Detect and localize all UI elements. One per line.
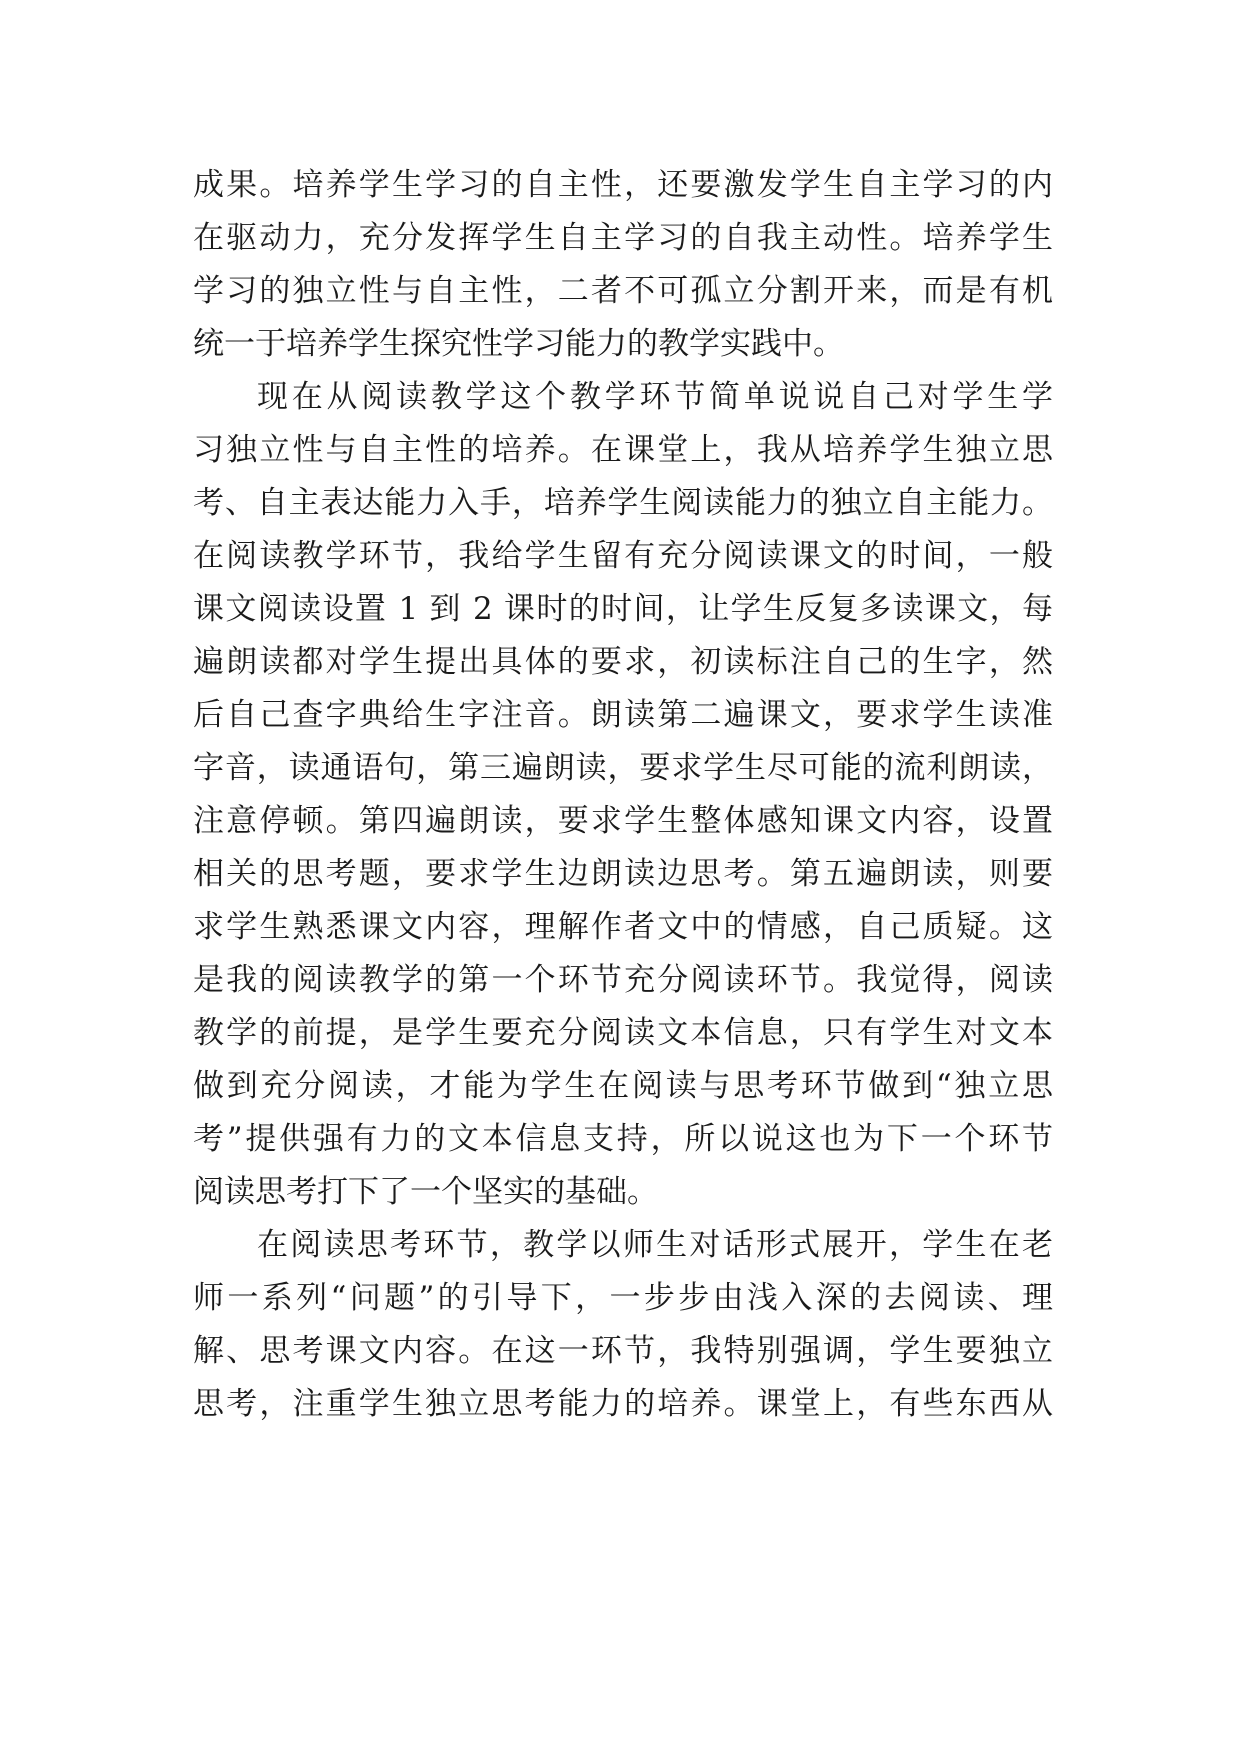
text-line: 师一系列“问题”的引导下，一步步由浅入深的去阅读、理	[193, 1280, 1053, 1316]
text-line: 统一于培养学生探究性学习能力的教学实践中。	[193, 326, 844, 362]
text-line: 学习的独立性与自主性，二者不可孤立分割开来，而是有机	[193, 273, 1053, 309]
text-line: 教学的前提，是学生要充分阅读文本信息，只有学生对文本	[193, 1015, 1053, 1051]
text-line: 相关的思考题，要求学生边朗读边思考。第五遍朗读，则要	[193, 856, 1053, 892]
text-line: 思考，注重学生独立思考能力的培养。课堂上，有些东西从	[193, 1386, 1053, 1422]
text-line: 做到充分阅读，才能为学生在阅读与思考环节做到“独立思	[193, 1068, 1053, 1104]
document-body	[193, 159, 1053, 1431]
text-line: 遍朗读都对学生提出具体的要求，初读标注自己的生字，然	[193, 644, 1053, 680]
text-line: 考、自主表达能力入手，培养学生阅读能力的独立自主能力。	[193, 485, 1053, 521]
text-line: 阅读思考打下了一个坚实的基础。	[193, 1174, 658, 1210]
text-line: 在阅读教学环节，我给学生留有充分阅读课文的时间，一般	[193, 538, 1053, 574]
text-line: 在阅读思考环节，教学以师生对话形式展开，学生在老	[257, 1227, 1053, 1263]
paragraph	[193, 159, 1053, 371]
paragraph	[193, 371, 1053, 1219]
text-line: 求学生熟悉课文内容，理解作者文中的情感，自己质疑。这	[193, 909, 1053, 945]
text-line: 课文阅读设置 1 到 2 课时的时间，让学生反复多读课文，每	[193, 591, 1053, 627]
text-line: 字音，读通语句，第三遍朗读，要求学生尽可能的流利朗读，	[193, 750, 1053, 786]
text-line: 解、思考课文内容。在这一环节，我特别强调，学生要独立	[193, 1333, 1053, 1369]
text-line: 后自己查字典给生字注音。朗读第二遍课文，要求学生读准	[193, 697, 1053, 733]
text-line: 习独立性与自主性的培养。在课堂上，我从培养学生独立思	[193, 432, 1053, 468]
text-line: 现在从阅读教学这个教学环节简单说说自己对学生学	[257, 379, 1053, 415]
paragraph	[193, 1219, 1053, 1431]
text-line: 成果。培养学生学习的自主性，还要激发学生自主学习的内	[193, 167, 1053, 203]
text-line: 注意停顿。第四遍朗读，要求学生整体感知课文内容，设置	[193, 803, 1053, 839]
text-line: 在驱动力，充分发挥学生自主学习的自我主动性。培养学生	[193, 220, 1053, 256]
text-line: 是我的阅读教学的第一个环节充分阅读环节。我觉得，阅读	[193, 962, 1053, 998]
text-line: 考”提供强有力的文本信息支持，所以说这也为下一个环节	[193, 1121, 1053, 1157]
